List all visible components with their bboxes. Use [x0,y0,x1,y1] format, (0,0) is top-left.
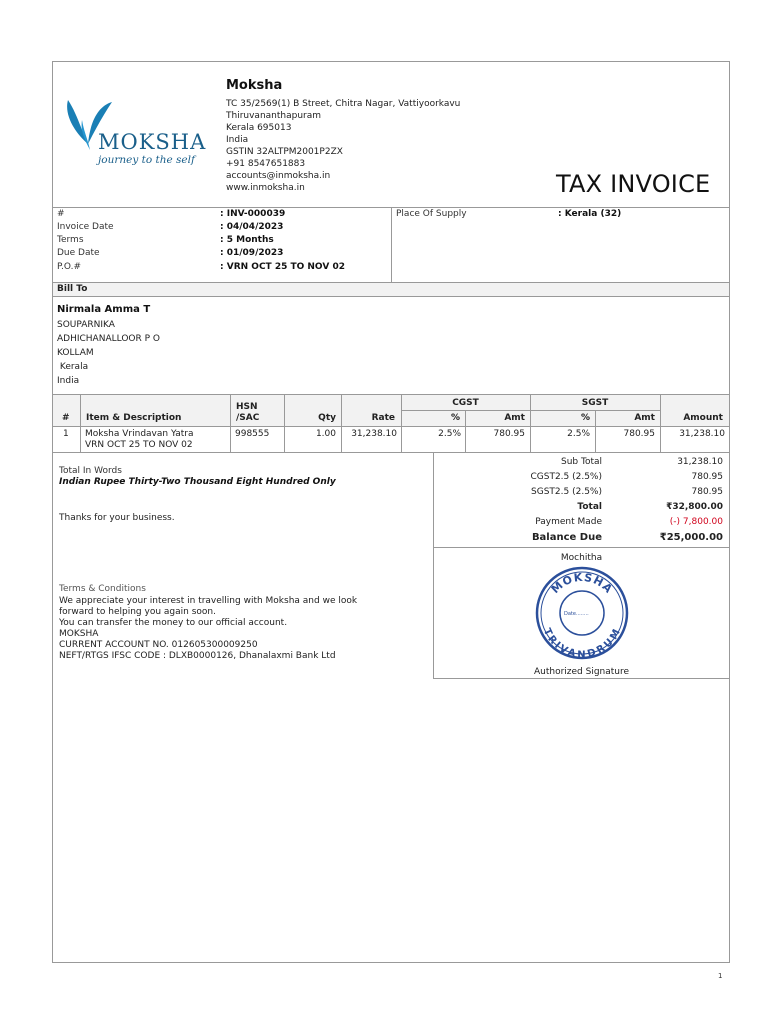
address-line: Kerala 695013 [226,123,292,133]
divider [433,547,730,548]
terms-line: You can transfer the money to our official account. [59,618,288,628]
col-header-hsn: HSN [236,402,258,412]
row-sgst-pct: 2.5% [567,429,590,439]
phone-line: +91 8547651883 [226,159,306,169]
row-qty: 1.00 [315,429,336,439]
total-in-words-label: Total In Words [59,466,122,476]
document-title: TAX INVOICE [556,170,711,198]
divider [341,394,342,452]
bill-to-header [53,282,729,297]
row-cgst-amt: 780.95 [493,429,525,439]
row-num: 1 [63,429,69,439]
divider [660,394,661,452]
customer-address-line: ADHICHANALLOOR P O [57,334,160,344]
col-header-cgst-pct: % [450,413,460,423]
row-description: VRN OCT 25 TO NOV 02 [85,440,193,450]
row-cgst-pct: 2.5% [438,429,461,439]
customer-address-line: SOUPARNIKA [57,320,115,330]
divider [433,678,730,679]
summary-label: Payment Made [535,517,602,527]
summary-value: 780.95 [691,487,723,497]
summary-label: Total [577,502,602,512]
customer-name: Nirmala Amma T [57,304,151,315]
address-line: Thiruvananthapuram [226,111,322,121]
divider [595,410,596,452]
row-sgst-amt: 780.95 [623,429,655,439]
col-header-amount: Amount [683,413,723,423]
company-name: Moksha [226,78,283,93]
row-rate: 31,238.10 [351,429,397,439]
stamp-top-text: MOKSHA [548,570,616,597]
stamp-date-text: Date........ [564,611,589,617]
terms-label: Terms [57,235,84,245]
invoice-date-value: : 04/04/2023 [220,222,284,232]
customer-address-line: Kerala [57,362,89,372]
customer-address [57,318,160,388]
divider [433,452,434,678]
col-header-cgst-amt: Amt [504,413,525,423]
terms-body [59,596,357,662]
invoice-number-label: # [57,209,65,219]
summary-label: Sub Total [560,457,602,467]
stamp-bottom-text: TRIVANDRUM [540,626,624,661]
customer-address-line: KOLLAM [57,348,94,358]
col-header-sgst-pct: % [580,413,590,423]
summary-value: 31,238.10 [677,457,723,467]
authorized-signature-label: Authorized Signature [533,667,630,677]
company-stamp [534,565,630,661]
stamp-seal-icon [534,565,630,661]
divider [52,394,730,395]
col-header-sgst-amt: Amt [634,413,655,423]
company-address [226,98,526,194]
due-date-value: : 01/09/2023 [220,248,284,258]
col-header-qty: Qty [318,413,336,423]
po-label: P.O.# [57,262,82,272]
summary-value: (-) 7,800.00 [669,517,723,527]
summary-label: SGST2.5 (2.5%) [531,487,602,497]
divider [284,394,285,452]
col-header-rate: Rate [371,413,395,423]
page-number: 1 [718,972,723,980]
terms-line: We appreciate your interest in travelling with Moksha and we look [59,596,358,606]
summary-value: 780.95 [691,472,723,482]
summary-value: ₹25,000.00 [659,532,723,543]
address-line: TC 35/2569(1) B Street, Chitra Nagar, Vattiyoorkavu [226,99,461,109]
divider [465,410,466,452]
customer-address-line: India [57,376,80,386]
summary-label: CGST2.5 (2.5%) [530,472,602,482]
row-hsn: 998555 [235,429,270,439]
divider [230,394,231,452]
terms-line: NEFT/RTGS IFSC CODE : DLXB0000126, Dhanalaxmi Bank Ltd [59,651,336,661]
summary-label: Balance Due [531,532,602,543]
thanks-note: Thanks for your business. [59,513,175,523]
logo-tagline: journey to the self [98,154,195,166]
col-header-cgst: CGST [452,398,479,408]
address-line: India [226,135,249,145]
divider [52,452,730,453]
email-line: accounts@inmoksha.in [226,171,331,181]
row-item: Moksha Vrindavan Yatra [85,429,194,439]
invoice-number-value: : INV-000039 [220,209,286,219]
summary-value: ₹32,800.00 [666,502,723,512]
total-in-words-value: Indian Rupee Thirty-Two Thousand Eight Hundred Only [59,477,336,487]
place-of-supply-label: Place Of Supply [396,209,467,219]
terms-line: CURRENT ACCOUNT NO. 012605300009250 [59,640,258,650]
logo-text: MOKSHA [98,130,207,154]
due-date-label: Due Date [57,248,100,258]
terms-heading: Terms & Conditions [59,584,146,594]
svg-text:TRIVANDRUM [541,627,623,661]
divider [391,207,392,282]
terms-line: forward to helping you again soon. [59,607,216,617]
col-header-num: # [62,413,70,423]
terms-value: : 5 Months [220,235,274,245]
signer-name: Mochitha [560,553,603,563]
col-header-sgst: SGST [581,398,609,408]
place-of-supply-value: : Kerala (32) [558,209,622,219]
invoice-date-label: Invoice Date [57,222,114,232]
col-header-item: Item & Description [86,413,182,423]
bill-to-heading: Bill To [57,284,88,294]
divider [80,394,81,452]
po-value: : VRN OCT 25 TO NOV 02 [220,262,345,272]
website-line: www.inmoksha.in [226,183,305,193]
divider [52,426,730,427]
gstin-line: GSTIN 32ALTPM2001P2ZX [226,147,343,157]
company-logo [60,92,210,172]
col-header-sac: /SAC [236,413,260,423]
terms-line: MOKSHA [59,629,99,639]
row-amount: 31,238.10 [679,429,725,439]
